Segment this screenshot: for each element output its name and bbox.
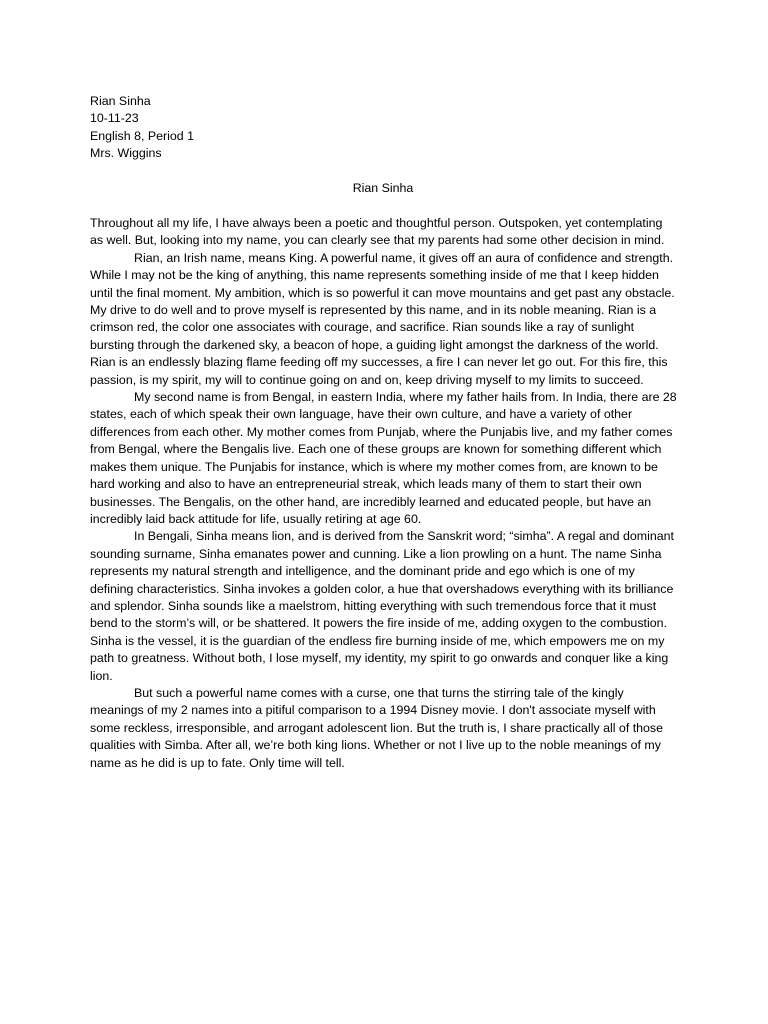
author-name: Rian Sinha: [90, 94, 151, 108]
class-period: English 8, Period 1: [90, 128, 195, 143]
teacher-name: Mrs. Wiggins: [90, 146, 162, 161]
document-title: Rian Sinha: [352, 181, 414, 195]
paragraph-bengal: My second name is from Bengal, in eastern India, where my father hails from. In India, there are 28 states, each of which speak their own language, have their own culture, and have a variety of other differences from each other. My mother comes from Punjab, where the Punjabis live, and my father comes from Bengal, where the Bengalis live. Each one of these groups are known for something different which makes them unique. The Punjabis for instance, which is where my mother comes from, are known to be hard working and also to have an entrepreneurial streak, which leads many of them to start their own businesses. The Bengalis, on the other hand, are incredibly learned and educated people, but have an incredibly laid back attitude for life, usually retiring at age 60.: [90, 390, 677, 526]
document-date: 10-11-23: [90, 111, 139, 126]
document-header: [90, 93, 690, 163]
paragraph-rian: Rian, an Irish name, means King. A powerful name, it gives off an aura of confidence and strength. While I may not be the king of anything, this name represents something inside of me that I keep hidden until the final moment. My ambition, which is so powerful it can move mountains and get past any obstacle. My drive to do well and to prove myself is represented by this name, and in its noble meaning. Rian is a crimson red, the color one associates with courage, and sacrifice. Rian sounds like a ray of sunlight bursting through the darkened sky, a beacon of hope, a guiding light amongst the darkness of the world. Rian is an endlessly blazing flame feeding off my successes, a fire I can never let go out. For this fire, this passion, is my spirit, my will to continue going on and on, keep driving myself to my limits to succeed.: [90, 250, 675, 387]
document-body: [90, 215, 678, 772]
paragraph-conclusion: But such a powerful name comes with a curse, one that turns the stirring tale of the kingly meanings of my 2 names into a pitiful comparison to a 1994 Disney movie. I don't associate myself with some reckless, irresponsible, and arrogant adolescent lion. But the truth is, I share practically all of those qualities with Simba. After all, we’re both king lions. Whether or not I live up to the noble meanings of my name as he did is up to fate. Only time will tell.: [90, 685, 664, 770]
paragraph-intro: Throughout all my life, I have always been a poetic and thoughtful person. Outspoken, yet contemplating as well. But, looking into my name, you can clearly see that my parents had some other decision in mind.: [90, 216, 665, 248]
paragraph-sinha: In Bengali, Sinha means lion, and is derived from the Sanskrit word; “simha”. A regal and dominant sounding surname, Sinha emanates power and cunning. Like a lion prowling on a hunt. The name Sinha represents my natural strength and intelligence, and the dominant pride and ego which is one of my defining characteristics. Sinha invokes a golden color, a hue that overshadows everything with its brilliance and splendor. Sinha sounds like a maelstrom, hitting everything with such tremendous force that it must bend to the storm’s will, or be shattered. It powers the fire inside of me, adding oxygen to the combustion. Sinha is the vessel, it is the guardian of the endless fire burning inside of me, which empowers me on my path to greatness. Without both, I lose myself, my identity, my spirit to go onwards and conquer like a king lion.: [90, 529, 674, 683]
